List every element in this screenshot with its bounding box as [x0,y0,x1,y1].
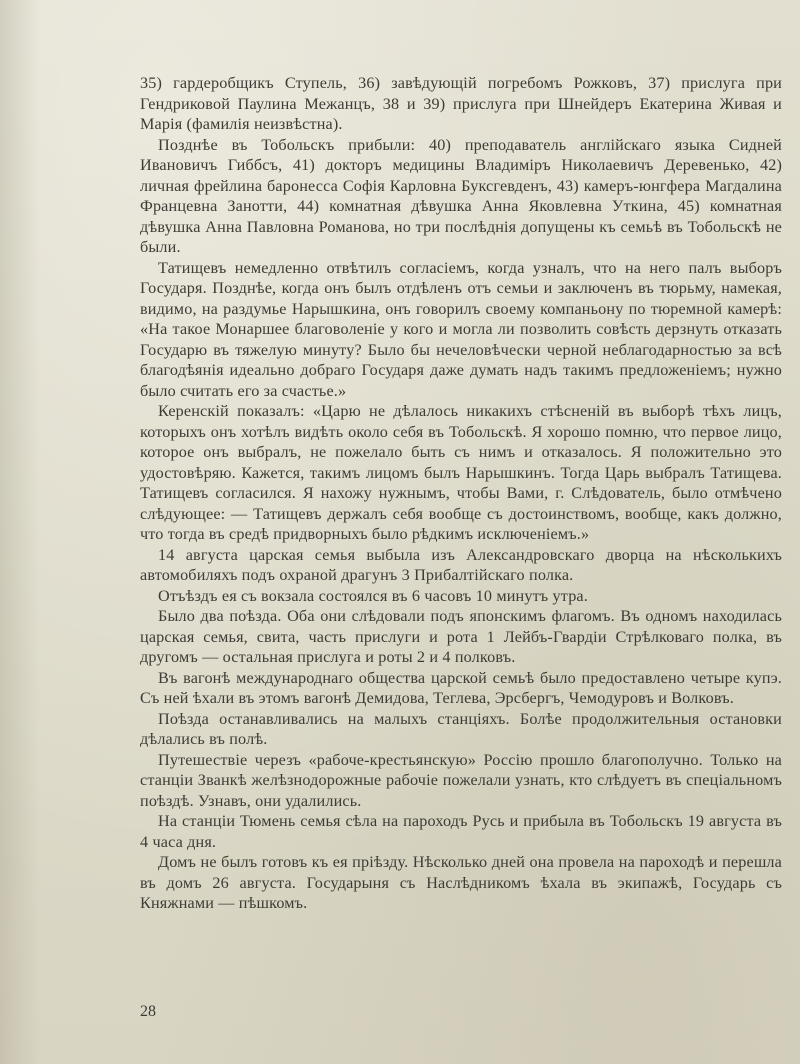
page-body-text [140,73,782,914]
paragraph: На станціи Тюмень семья сѣла на пароходъ Русь и прибыла въ Тобольскъ 19 августа въ 4 часа дня. [140,812,782,851]
paragraph: Было два поѣзда. Оба они слѣдовали подъ японскимъ флагомъ. Въ одномъ находилась царская семья, свита, часть прислуги и рота 1 Лейбъ-Гвардіи Стрѣлковаго полка, въ другомъ — остальная прислуга и роты 2 и 4 полковъ. [140,607,782,666]
paragraph: Отъѣздъ ея съ вокзала состоялся въ 6 часовъ 10 минутъ утра. [158,586,588,605]
paragraph: Керенскій показалъ: «Царю не дѣлалось никакихъ стѣсненій въ выборѣ тѣхъ лицъ, которыхъ онъ хотѣлъ видѣть около себя въ Тобольскѣ. Я хорошо помню, что первое лицо, которое онъ выбралъ, не пожелало быть съ нимъ и отказалось. Я положительно это удостовѣряю. Кажется, такимъ лицомъ былъ Нарышкинъ. Тогда Царь выбралъ Татищева. Татищевъ согласился. Я нахожу нужнымъ, чтобы Вами, г. Слѣдователь, было отмѣчено слѣдующее: — Татищевъ держалъ себя вообще съ достоинствомъ, вообще, какъ должно, что тогда въ средѣ придворныхъ было рѣдкимъ исключеніемъ.» [140,402,782,543]
paragraph: 35) гардеробщикъ Ступель, 36) завѣдующій погребомъ Рожковъ, 37) прислуга при Гендриковой Паулина Межанцъ, 38 и 39) прислуга при Шнейдеръ Екатерина Живая и Марія (фамилія неизвѣстна). [140,74,782,133]
paragraph: Путешествіе черезъ «рабоче-крестьянскую» Россію прошло благополучно. Только на станціи Званкѣ желѣзнодорожные рабочіе пожелали узнать, кто слѣдуетъ въ спеціальномъ поѣздѣ. Узнавъ, они удалились. [140,750,782,810]
paragraph: Татищевъ немедленно отвѣтилъ согласіемъ, когда узналъ, что на него палъ выборъ Государя. Позднѣе, когда онъ былъ отдѣленъ отъ семьи и заключенъ въ тюрьму, намекая, видимо, на раздумье Нарышкина, онъ говорилъ своему компаньону по тюремной камерѣ: «На такое Монаршее благоволеніе у кого и могла ли позволить совѣсть дерзнуть отказать Государю въ тяжелую минуту? Было бы нечеловѣчески черной неблагодарностью за всѣ благодѣянія идеально добраго Государя даже думать надъ такимъ предложеніемъ; нужно было считать его за счастье.» [140,258,782,400]
paragraph: Позднѣе въ Тобольскъ прибыли: 40) преподаватель англійскаго языка Сидней Ивановичъ Гиббсъ, 41) докторъ медицины Владиміръ Николаевичъ Деревенько, 42) личная фрейлина баронесса Софія Карловна Буксгевденъ, 43) камеръ-юнгфера Магдалина Францевна Занотти, 44) комнатная дѣвушка Анна Яковлевна Уткина, 45) комнатная дѣвушка Анна Павловна Романова, но три послѣднія допущены къ семьѣ въ Тобольскѣ не были. [140,135,782,256]
paragraph: Домъ не былъ готовъ къ ея пріѣзду. Нѣсколько дней она провела на пароходѣ и перешла въ домъ 26 августа. Государыня съ Наслѣдникомъ ѣхала въ экипажѣ, Государь съ Княжнами — пѣшкомъ. [140,853,782,912]
paragraph: Въ вагонѣ международнаго общества царской семьѣ было предоставлено четыре купэ. Съ ней ѣхали въ этомъ вагонѣ Демидова, Теглева, Эрсбергъ, Чемодуровъ и Волковъ. [140,668,782,707]
paragraph: Поѣзда останавливались на малыхъ станціяхъ. Болѣе продолжительныя остановки дѣлались въ полѣ. [140,709,782,748]
page-number: 28 [140,1003,156,1020]
paragraph: 14 августа царская семья выбыла изъ Александровскаго дворца на нѣсколькихъ автомобиляхъ подъ охраной драгунъ 3 Прибалтійскаго полка. [140,545,782,584]
